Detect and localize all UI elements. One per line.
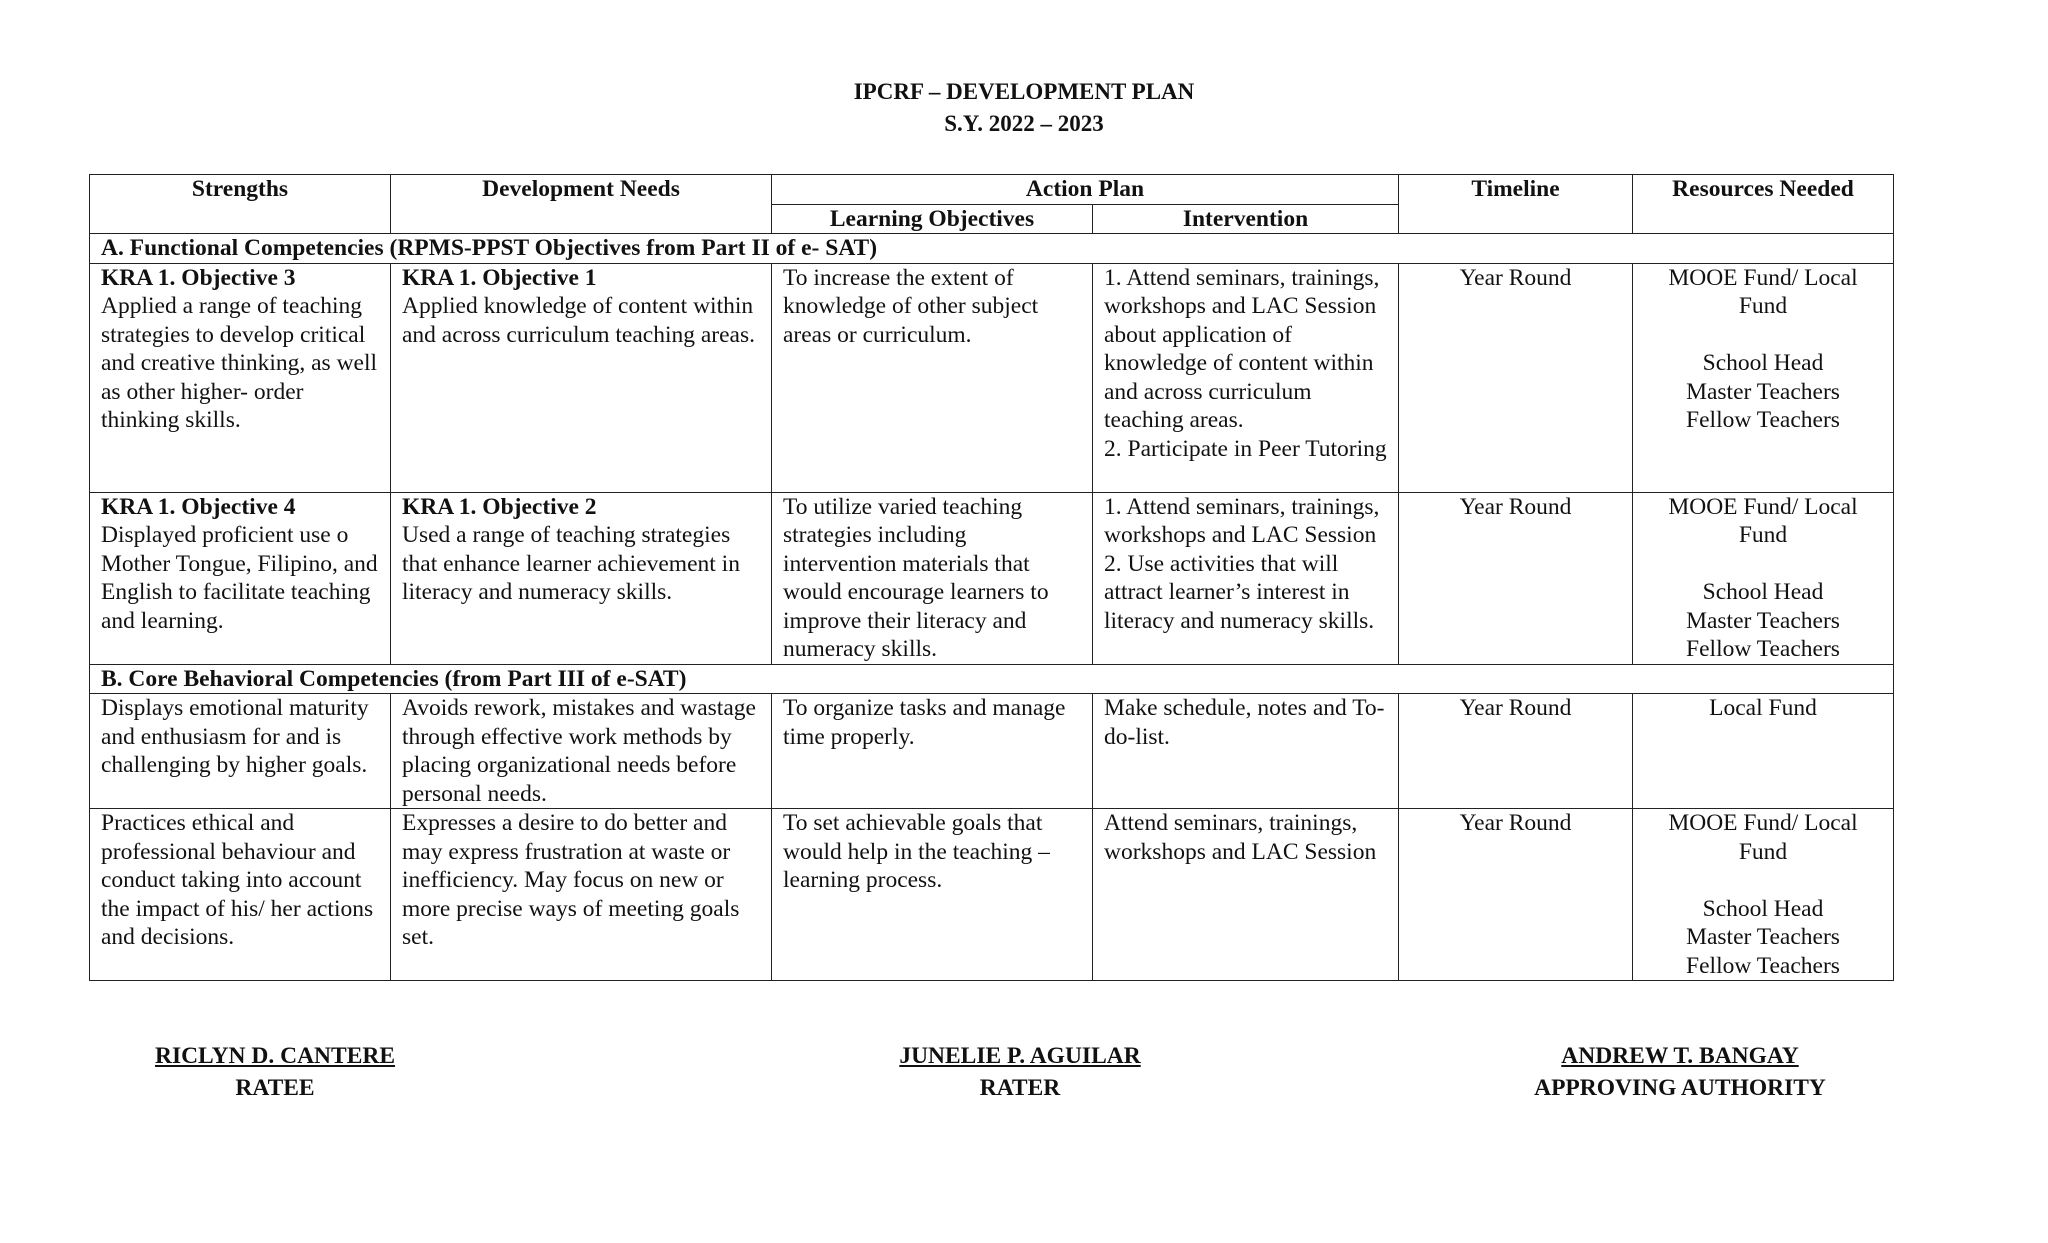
resource-item: MOOE Fund/ Local Fund: [1668, 810, 1858, 865]
resource-item: Fellow Teachers: [1686, 952, 1840, 979]
kra-label: KRA 1. Objective 1: [402, 264, 597, 291]
rater-signature: [850, 1040, 1190, 1104]
table-row: [90, 694, 1894, 809]
strength-cell: Practices ethical and professional behaviour and conduct taking into account the impact of his/ her actions and decisions.: [90, 809, 391, 981]
resources-cell: [1633, 492, 1894, 664]
timeline-cell: Year Round: [1399, 263, 1633, 492]
need-cell: Expresses a desire to do better and may express frustration at waste or inefficiency. May focus on new or more precise ways of meeting goals set.: [391, 809, 772, 981]
header-learning-objectives: Learning Objectives: [772, 204, 1093, 234]
resources-cell: [1633, 263, 1894, 492]
strength-text: Displayed proficient use o Mother Tongue, Filipino, and English to facilitate teaching and learning.: [101, 522, 378, 634]
intervention-item: 2. Use activities that will attract learner’s interest in literacy and numeracy skills.: [1104, 550, 1375, 634]
objective-cell: To organize tasks and manage time properly.: [772, 694, 1093, 809]
timeline-cell: Year Round: [1399, 809, 1633, 981]
need-cell: [391, 263, 772, 492]
resource-item: Master Teachers: [1686, 924, 1840, 950]
resource-item: Fellow Teachers: [1686, 636, 1840, 662]
intervention-cell: [1093, 492, 1399, 664]
header-timeline: Timeline: [1399, 175, 1633, 234]
development-plan-table: [89, 174, 1894, 981]
need-text: Applied knowledge of content within and across curriculum teaching areas.: [402, 293, 755, 348]
header-action-plan: Action Plan: [772, 175, 1399, 205]
kra-label: KRA 1. Objective 3: [101, 264, 296, 291]
resource-item: School Head: [1702, 579, 1824, 605]
objective-cell: To increase the extent of knowledge of other subject areas or curriculum.: [772, 263, 1093, 492]
header-resources: Resources Needed: [1633, 175, 1894, 234]
plan-title: IPCRF – DEVELOPMENT PLAN: [853, 79, 1195, 104]
table-row: [90, 809, 1894, 981]
header-intervention: Intervention: [1093, 204, 1399, 234]
strength-text: Applied a range of teaching strategies to develop critical and creative thinking, as well as other higher- order thinking skills.: [101, 293, 378, 433]
header-development-needs: Development Needs: [391, 175, 772, 234]
intervention-item: 1. Attend seminars, trainings, workshops and LAC Session: [1104, 493, 1380, 548]
header-strengths: Strengths: [90, 175, 391, 234]
resource-item: Master Teachers: [1686, 378, 1840, 405]
approver-signature: [1490, 1040, 1870, 1104]
objective-cell: To set achievable goals that would help in the teaching – learning process.: [772, 809, 1093, 981]
strength-cell: Displays emotional maturity and enthusiasm for and is challenging by higher goals.: [90, 694, 391, 809]
document-title: [0, 76, 2048, 140]
table-row: [90, 263, 1894, 492]
section-a-heading: A. Functional Competencies (RPMS-PPST Objectives from Part II of e- SAT): [90, 234, 1894, 264]
need-cell: Avoids rework, mistakes and wastage through effective work methods by placing organizational needs before personal needs.: [391, 694, 772, 809]
strength-cell: [90, 263, 391, 492]
rater-name: JUNELIE P. AGUILAR: [899, 1043, 1141, 1069]
intervention-cell: Make schedule, notes and To-do-list.: [1093, 694, 1399, 809]
approver-name: ANDREW T. BANGAY: [1561, 1043, 1799, 1069]
kra-label: KRA 1. Objective 2: [402, 493, 597, 520]
section-b-heading: B. Core Behavioral Competencies (from Part III of e-SAT): [90, 664, 1894, 694]
objective-cell: To utilize varied teaching strategies including intervention materials that would encourage learners to improve their literacy and numeracy skills.: [772, 492, 1093, 664]
resources-cell: Local Fund: [1633, 694, 1894, 809]
section-row: [90, 234, 1894, 264]
ratee-signature: [115, 1040, 435, 1104]
resource-item: School Head: [1702, 895, 1824, 922]
ratee-name: RICLYN D. CANTERE: [154, 1043, 396, 1069]
kra-label: KRA 1. Objective 4: [101, 493, 296, 520]
header-row: [90, 175, 1894, 205]
resource-item: Fellow Teachers: [1686, 407, 1840, 433]
intervention-item: 2. Participate in Peer Tutoring: [1104, 435, 1387, 462]
ratee-role: RATEE: [235, 1075, 315, 1101]
intervention-cell: Attend seminars, trainings, workshops and LAC Session: [1093, 809, 1399, 981]
timeline-cell: Year Round: [1399, 492, 1633, 664]
resource-item: School Head: [1702, 350, 1824, 376]
resources-cell: [1633, 809, 1894, 981]
table-row: [90, 492, 1894, 664]
section-row: [90, 664, 1894, 694]
need-text: Used a range of teaching strategies that enhance learner achievement in literacy and numeracy skills.: [402, 522, 740, 605]
intervention-cell: [1093, 263, 1399, 492]
rater-role: RATER: [979, 1075, 1061, 1101]
intervention-item: 1. Attend seminars, trainings, workshops and LAC Session about application of knowledge of content within and across curriculum teaching areas.: [1104, 264, 1380, 433]
resource-item: Master Teachers: [1686, 607, 1840, 634]
approver-role: APPROVING AUTHORITY: [1534, 1075, 1826, 1101]
resource-item: MOOE Fund/ Local Fund: [1668, 493, 1858, 548]
school-year: S.Y. 2022 – 2023: [944, 111, 1104, 136]
timeline-cell: Year Round: [1399, 694, 1633, 809]
strength-cell: [90, 492, 391, 664]
need-cell: [391, 492, 772, 664]
resource-item: MOOE Fund/ Local Fund: [1668, 264, 1858, 319]
